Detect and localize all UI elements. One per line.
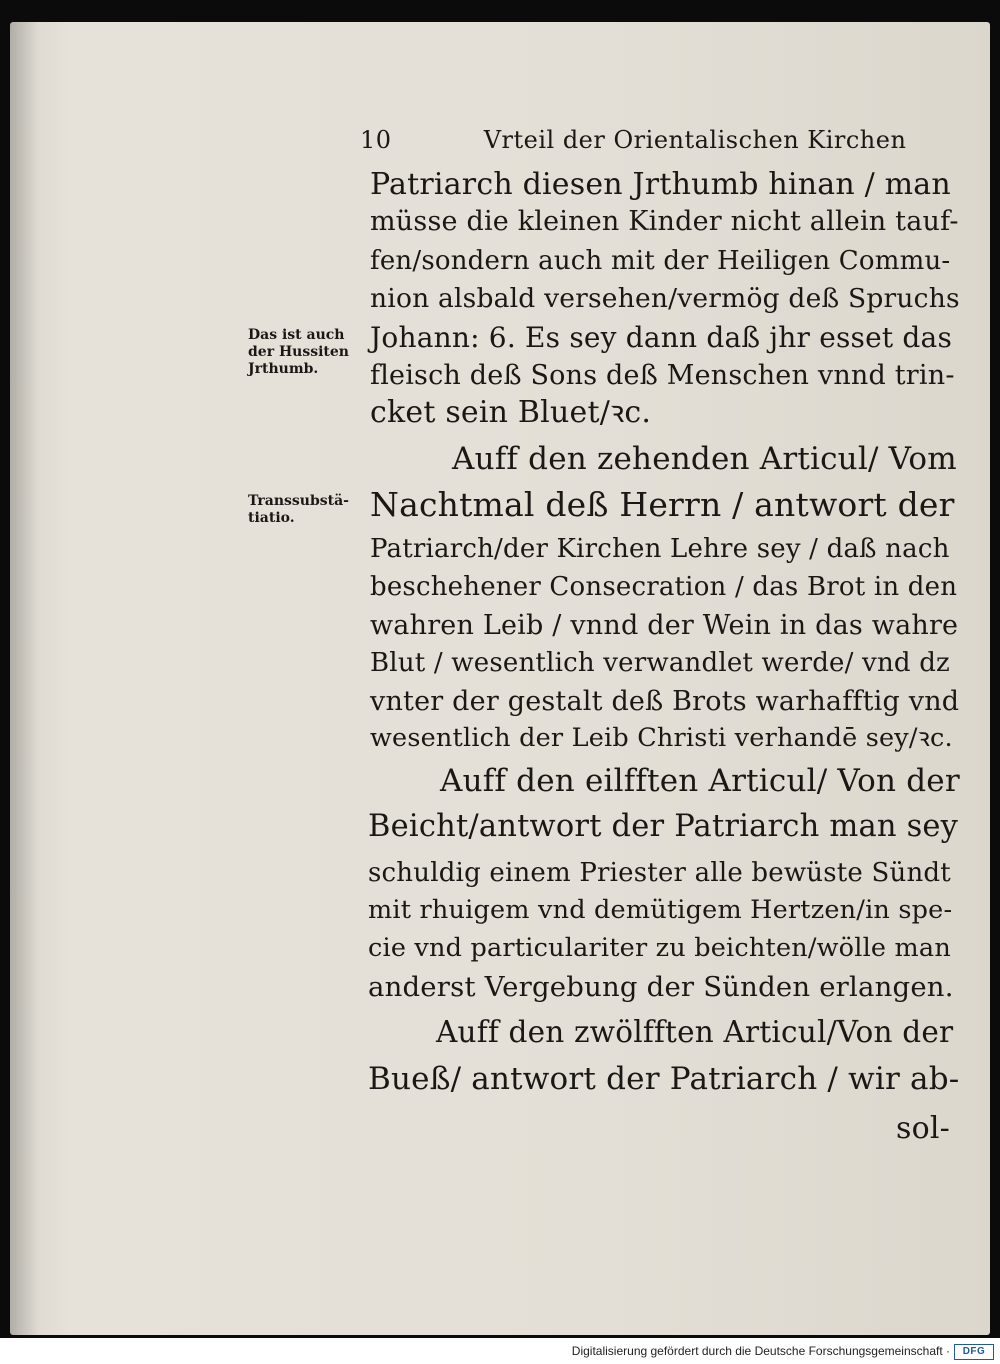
digitization-footer bbox=[0, 1338, 1000, 1364]
text-line: fleisch deß Sons deß Menschen vnnd trin- bbox=[370, 360, 955, 391]
text-line: anderst Vergebung der Sünden erlangen. bbox=[368, 971, 954, 1003]
text-line: vnter der gestalt deß Brots warhafftig vnd bbox=[370, 686, 960, 717]
text-line: mit rhuigem vnd demütigem Hertzen/in spe- bbox=[368, 895, 953, 925]
text-line: cie vnd particulariter zu beichten/wölle man bbox=[368, 933, 951, 963]
text-line: Blut / wesentlich verwandlet werde/ vnd dz bbox=[370, 648, 950, 678]
text-line: Nachtmal deß Herrn / antwort der bbox=[370, 485, 955, 524]
page-number: 10 bbox=[360, 126, 392, 154]
page-gutter-shadow bbox=[10, 22, 38, 1335]
text-line: cket sein Bluet/ꝛc. bbox=[370, 395, 652, 430]
funding-credit: Digitalisierung gefördert durch die Deutsche Forschungsgemeinschaft · bbox=[571, 1344, 950, 1358]
running-head bbox=[360, 126, 906, 154]
paragraph-heading-line: Auff den zehenden Articul/ Vom bbox=[452, 441, 957, 477]
text-line: fen/sondern auch mit der Heiligen Commu- bbox=[370, 246, 951, 276]
dfg-logo-icon: DFG bbox=[954, 1344, 994, 1360]
marginal-note-transsubstantiatio: Transsubstä-tiatio. bbox=[248, 493, 349, 526]
text-line: Beicht/antwort der Patriarch man sey bbox=[368, 809, 959, 844]
text-line: nion alsbald versehen/vermög deß Spruchs bbox=[370, 283, 960, 314]
paragraph-heading-line: Auff den zwölfften Articul/Von der bbox=[436, 1015, 954, 1049]
text-line: Patriarch/der Kirchen Lehre sey / daß nach bbox=[370, 534, 950, 564]
text-line: schuldig einem Priester alle bewüste Sündt bbox=[368, 858, 951, 888]
text-line: Johann: 6. Es sey dann daß jhr esset das bbox=[370, 321, 953, 354]
text-line: müsse die kleinen Kinder nicht allein tauf- bbox=[370, 206, 959, 237]
paragraph-heading-line: Auff den eilfften Articul/ Von der bbox=[440, 763, 960, 799]
text-line: wahren Leib / vnnd der Wein in das wahre bbox=[370, 610, 959, 641]
text-line: Patriarch diesen Jrthumb hinan / man bbox=[370, 167, 951, 202]
catchword: sol- bbox=[896, 1111, 950, 1146]
running-head-title: Vrteil der Orientalischen Kirchen bbox=[483, 126, 907, 154]
text-line: beschehener Consecration / das Brot in den bbox=[370, 572, 958, 602]
text-line: wesentlich der Leib Christi verhandē sey/ꝛc. bbox=[370, 723, 953, 753]
marginal-note-hussiten: Das ist auch der Hussiten Jrthumb. bbox=[248, 327, 349, 377]
text-line: Bueß/ antwort der Patriarch / wir ab- bbox=[368, 1061, 960, 1097]
